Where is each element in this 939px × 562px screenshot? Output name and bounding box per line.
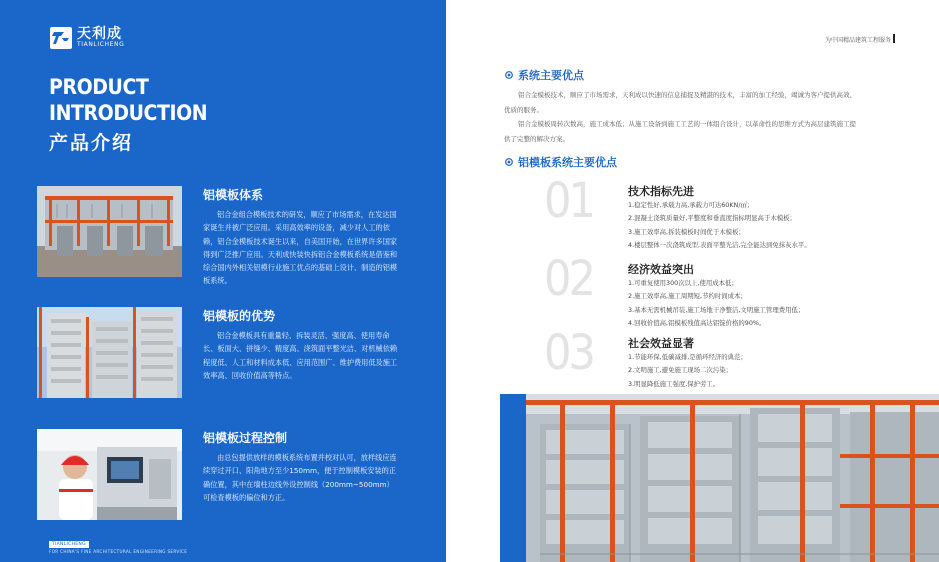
advantage-points xyxy=(628,277,804,330)
section-heading-system-advantages xyxy=(505,67,584,83)
page-title-en xyxy=(49,74,207,126)
advantage-points xyxy=(628,199,811,252)
advantage-point: 3.基本无需机械吊装,施工场地干净整洁,文明施工管理费用低； xyxy=(628,305,805,314)
building-construction-photo xyxy=(37,307,182,398)
advantage-number: 02 xyxy=(544,251,593,307)
feature-text: 铝合金组合模板技术的研发，顺应了市场需求，在发达国家诞生并被广泛应用。采用高效率的设备，减少对人工的依赖，铝合金模板技术诞生以来，自美国开始，在世界许多国家得到广泛推广应用。天利成快装快拆铝合金模板系统是借鉴和综合国内外相关铝模行业施工优点的基础上设计、制造的铝模板系统。 xyxy=(203,210,398,286)
advantage-points xyxy=(628,351,747,391)
tianlicheng-logo-icon xyxy=(50,27,72,49)
page-title-cn: 产品介绍 xyxy=(49,132,134,154)
advantage-point: 1.可重复使用300次以上,使用成本低； xyxy=(628,279,738,287)
advantage-point: 3.明显降低施工强度,保护劳工。 xyxy=(628,379,720,388)
bullet-circle-icon xyxy=(505,71,513,79)
feature-title: 铝模板的优势 xyxy=(203,309,276,323)
advantage-point: 2.施工效率高,施工周期短,节约时间成本； xyxy=(628,292,747,301)
footer-badge: TIANLICHENG xyxy=(49,541,89,548)
feature-text: 铝合金模板具有重量轻、拆装灵活、强度高、使用寿命长、板面大、拼缝少、精度高、浇筑面平整光洁、对机械依赖程度低、人工和材料成本低、应用范围广、维护费用低及施工效率高、回收价值高等特点。 xyxy=(203,331,398,380)
section-title: 铝模板系统主要优点 xyxy=(518,156,617,169)
title-en-line1: PRODUCT xyxy=(49,75,149,99)
advantage-item-economic xyxy=(544,251,901,327)
footer-slogan: FOR CHINA'S FINE ARCHITECTURAL ENGINEERING SERVICE xyxy=(49,549,188,554)
advantage-title: 经济效益突出 xyxy=(628,263,694,276)
advantage-point: 3.施工效率高,拆装模板时间优于木模板； xyxy=(628,227,745,236)
bullet-circle-icon xyxy=(505,158,513,166)
brand-logo xyxy=(50,27,124,49)
right-page xyxy=(446,0,939,562)
left-page xyxy=(0,0,446,562)
advantage-point: 4.楼层整体一次浇筑成型,表面平整光洁,完全能达到免抹灰水平。 xyxy=(628,240,811,249)
advantage-number: 01 xyxy=(544,173,593,229)
system-advantages-text xyxy=(504,88,859,146)
aluminum-formwork-system-photo xyxy=(37,186,182,277)
header-tagline: 为中国精品建筑工程服务 xyxy=(824,37,891,44)
aluminum-formwork-site-photo xyxy=(500,394,939,562)
feature-title: 铝模板体系 xyxy=(203,188,264,202)
advantage-number: 03 xyxy=(544,325,593,381)
advantage-item-technical xyxy=(544,173,901,249)
feature-title: 铝模板过程控制 xyxy=(203,431,288,445)
intro-paragraph: 铝合金模板周转次数高，施工成本低；从施工设备到施工工艺的一体组合设计，以革命性的思维方式为高层建筑施工提供了完整的解决方案。 xyxy=(504,120,856,143)
section-title: 系统主要优点 xyxy=(518,69,584,82)
advantage-title: 技术指标先进 xyxy=(628,185,694,198)
advantage-point: 1.稳定性好,承载力高,承载力可达60KN/㎡； xyxy=(628,201,754,209)
section-heading-formwork-advantages xyxy=(505,154,617,170)
advantage-point: 2.混凝土浇筑质量好,平整度和垂直度指标明显高于木模板； xyxy=(628,214,796,223)
advantage-point: 2.文明施工,避免施工现场二次污染； xyxy=(628,366,732,375)
advantage-item-social xyxy=(544,325,901,395)
intro-paragraph: 铝合金模板技术，顺应了市场需求，天利成以快速的信息捕捉及精湛的技术，丰富的加工经验，竭诚为客户提供高效、优质的服务。 xyxy=(504,91,856,114)
advantage-title: 社会效益显著 xyxy=(628,337,694,350)
logo-text xyxy=(77,27,124,49)
brand-name-en: TIANLICHENG xyxy=(77,41,125,48)
tagline-bar xyxy=(893,34,895,43)
title-en-line2: INTRODUCTION xyxy=(49,101,208,125)
advantage-point: 1.节能环保,低碳减排,是循环经济的典范； xyxy=(628,353,747,361)
advantage-point: 4.回收价值高,铝模板残值高达铝锭价格的90%。 xyxy=(628,318,766,327)
feature-text: 由总包提供放样的模板系统布置并校对认可，放样线应连续穿过开口、阳角地方至少150mm，便于控制模板安装的正确位置，其中在墙柱边线外设控制线（200mm~500mm）可检查模板的偏位和方正。 xyxy=(203,453,397,502)
worker-with-cnc-machine-photo xyxy=(37,429,182,520)
brand-name-cn: 天利成 xyxy=(77,26,122,42)
